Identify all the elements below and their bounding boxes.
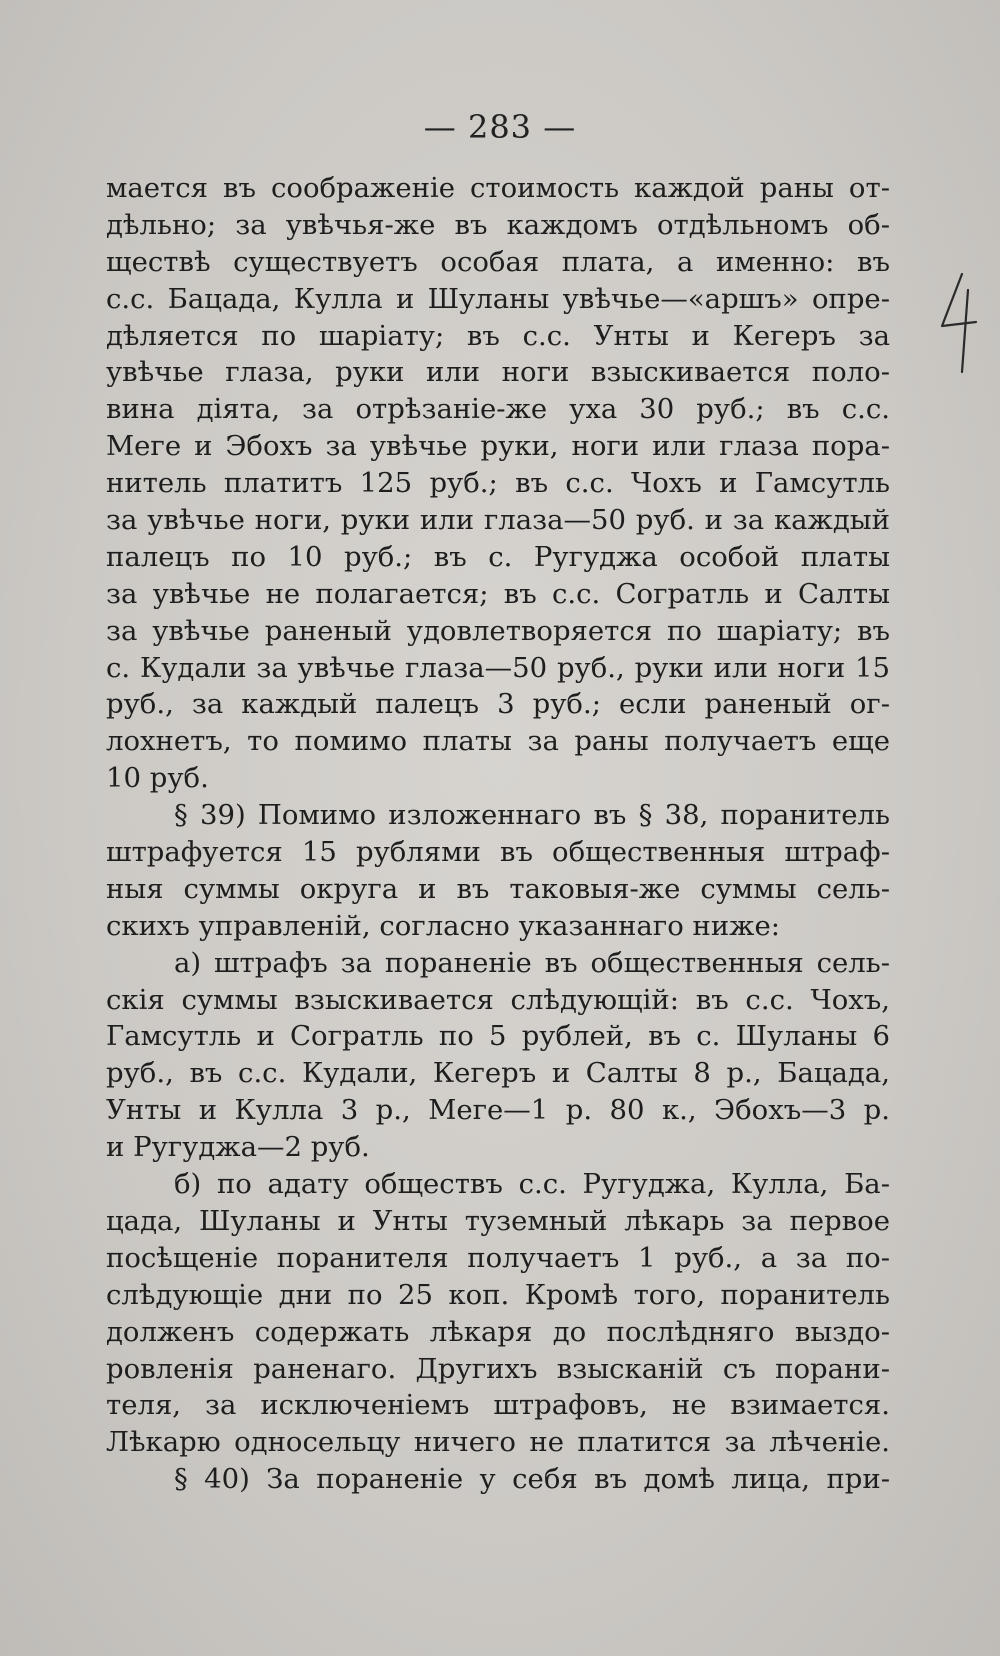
text-line: палецъ по 10 руб.; въ с. Ругуджа особой платы [106, 540, 890, 573]
text-line: 10 руб. [106, 762, 209, 795]
text-line: скихъ управленій, согласно указаннаго ниже: [106, 909, 781, 942]
text-line: увѣчье глаза, руки или ноги взыскивается поло- [106, 356, 890, 389]
text-line: посѣщеніе поранителя получаетъ 1 руб., а за по- [106, 1241, 890, 1274]
text-line: с. Кудали за увѣчье глаза—50 руб., руки или ноги 15 [106, 651, 890, 684]
text-line: за увѣчье раненый удовлетворяется по шаріату; въ [106, 614, 890, 647]
text-line: мается въ соображеніе стоимость каждой раны от- [106, 172, 890, 204]
text-line: Лѣкарю односельцу ничего не платится за лѣченіе. [106, 1426, 890, 1459]
text-line: цада, Шуланы и Унты туземный лѣкарь за первое [106, 1204, 890, 1237]
text-line: дѣльно; за увѣчья-же въ каждомъ отдѣльномъ об- [106, 208, 890, 241]
text-line: ровленія раненаго. Другихъ взысканій съ порани- [106, 1352, 890, 1385]
text-line: Гамсутль и Согратль по 5 рублей, въ с. Шуланы 6 [106, 1020, 890, 1053]
paragraph-40-start: § 40) За пораненіе у себя въ домѣ лица, при- [174, 1463, 890, 1496]
text-line: Меге и Эбохъ за увѣчье руки, ноги или глаза пора- [106, 430, 890, 463]
page-number: — 283 — [423, 108, 577, 146]
text-line: за увѣчье ноги, руки или глаза—50 руб. и за каждый [106, 504, 890, 537]
text-line: долженъ содержать лѣкаря до послѣдняго выздо- [106, 1315, 890, 1348]
text-line: дѣляется по шаріату; въ с.с. Унты и Кегеръ за [106, 319, 890, 352]
text-line: и Ругуджа—2 руб. [106, 1131, 370, 1164]
text-line: руб., въ с.с. Кудали, Кегеръ и Салты 8 р., Бацада, [106, 1057, 890, 1090]
body-text [106, 170, 890, 1498]
text-line: Унты и Кулла 3 р., Меге—1 р. 80 к., Эбохъ—3 р. [106, 1094, 890, 1127]
text-line: слѣдующіе дни по 25 коп. Кромѣ того, поранитель [106, 1278, 890, 1311]
text-line: штрафуется 15 рублями въ общественныя штраф- [106, 836, 890, 869]
text-line: вина діята, за отрѣзаніе-же уха 30 руб.; въ с.с. [106, 393, 890, 426]
text-line: руб., за каждый палецъ 3 руб.; если раненый ог- [106, 688, 890, 721]
clause-a-start: а) штрафъ за пораненіе въ общественныя сель- [174, 946, 890, 979]
text-line: с.с. Бацада, Кулла и Шуланы увѣчье—«аршъ» опре- [106, 282, 890, 315]
clause-b-start: б) по адату обществъ с.с. Ругуджа, Кулла, Ба- [174, 1168, 890, 1201]
text-line: лохнетъ, то помимо платы за раны получаетъ еще [106, 725, 890, 758]
paragraph-39-start: § 39) Помимо изложеннаго въ § 38, поранитель [174, 799, 890, 832]
text-line: нитель платитъ 125 руб.; въ с.с. Чохъ и Гамсутль [106, 467, 890, 500]
text-line: скія суммы взыскивается слѣдующій: въ с.с. Чохъ, [106, 983, 890, 1016]
text-line: за увѣчье не полагается; въ с.с. Согратль и Салты [106, 577, 890, 610]
text-line: ществѣ существуетъ особая плата, а именно: въ [106, 245, 890, 278]
handwritten-page-mark [932, 268, 992, 378]
text-line: ныя суммы округа и въ таковыя-же суммы сель- [106, 872, 890, 905]
text-line: теля, за исключеніемъ штрафовъ, не взимается. [106, 1389, 890, 1422]
